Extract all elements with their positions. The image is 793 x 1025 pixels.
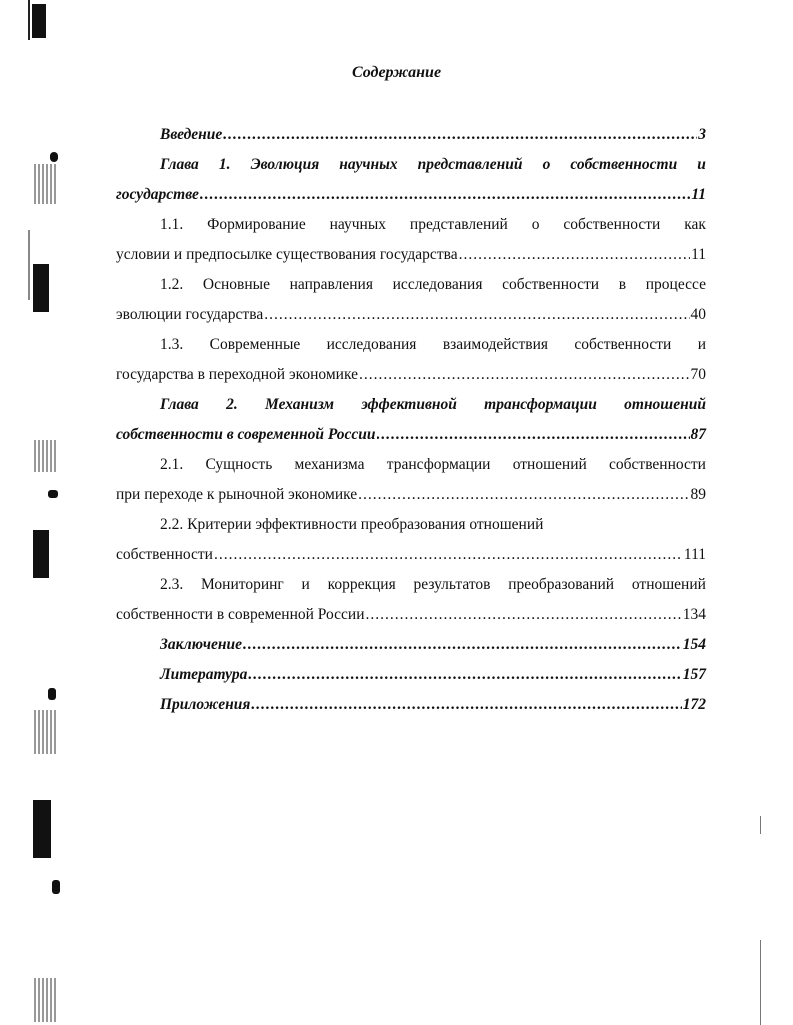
scan-artifact xyxy=(33,264,49,312)
page-title: Содержание xyxy=(351,64,442,81)
toc-entry-literature: Литература ..... 157 xyxy=(116,660,706,690)
leader-dots xyxy=(459,240,690,270)
toc-entry-intro: Введение ..... 3 xyxy=(116,120,706,150)
toc-entry-section-2-2: 2.2. Критерии эффективности преобразования отношений xyxy=(160,516,544,533)
leader-dots xyxy=(248,660,681,690)
scan-artifact xyxy=(33,800,51,858)
scan-artifact xyxy=(33,530,49,578)
leader-dots xyxy=(251,690,681,720)
leader-dots xyxy=(200,180,691,210)
leader-dots xyxy=(377,420,690,450)
scan-artifact xyxy=(760,816,761,834)
toc-entry-section-1-1-cont: условии и предпосылке существования государства ..... 11 xyxy=(116,240,706,270)
toc-entry-chapter-1-cont: государстве ..... 11 xyxy=(116,180,706,210)
scan-artifact xyxy=(32,4,46,38)
leader-dots xyxy=(358,480,689,510)
scan-artifact xyxy=(760,940,761,1025)
leader-dots xyxy=(214,540,683,570)
toc-entry-section-2-1-cont: при переходе к рыночной экономике ..... 89 xyxy=(116,480,706,510)
scan-artifact xyxy=(34,440,56,472)
leader-dots xyxy=(223,120,697,150)
table-of-contents xyxy=(116,120,706,720)
leader-dots xyxy=(243,630,682,660)
scan-artifact xyxy=(50,152,58,162)
toc-entry-section-1-2: 1.2. Основные направления исследования собственности в процессе xyxy=(160,276,706,293)
scan-artifact xyxy=(34,164,56,204)
toc-entry-section-1-2-cont: эволюции государства ..... 40 xyxy=(116,300,706,330)
scan-artifact xyxy=(34,710,56,754)
toc-entry-appendix: Приложения ..... 172 xyxy=(116,690,706,720)
toc-entry-section-1-3-cont: государства в переходной экономике ..... 70 xyxy=(116,360,706,390)
scan-artifact xyxy=(52,880,60,894)
leader-dots xyxy=(366,600,682,630)
scan-artifact xyxy=(34,978,56,1022)
toc-entry-chapter-2-cont: собственности в современной России ..... 87 xyxy=(116,420,706,450)
toc-entry-section-2-3: 2.3. Мониторинг и коррекция результатов преобразований отношений xyxy=(160,576,706,593)
scan-artifact xyxy=(48,490,58,498)
toc-entry-chapter-1: Глава 1. Эволюция научных представлений о собственности и xyxy=(160,156,706,173)
scan-edge-line xyxy=(28,0,30,1025)
toc-entry-section-2-2-cont: собственности ..... 111 xyxy=(116,540,706,570)
toc-entry-section-2-1: 2.1. Сущность механизма трансформации отношений собственности xyxy=(160,456,706,473)
toc-entry-chapter-2: Глава 2. Механизм эффективной трансформации отношений xyxy=(160,396,706,413)
toc-entry-section-1-3: 1.3. Современные исследования взаимодействия собственности и xyxy=(160,336,706,353)
toc-entry-conclusion: Заключение ..... 154 xyxy=(116,630,706,660)
leader-dots xyxy=(264,300,689,330)
leader-dots xyxy=(359,360,690,390)
scan-artifact xyxy=(48,688,56,700)
toc-entry-section-1-1: 1.1. Формирование научных представлений о собственности как xyxy=(160,216,706,233)
toc-entry-section-2-3-cont: собственности в современной России ..... 134 xyxy=(116,600,706,630)
